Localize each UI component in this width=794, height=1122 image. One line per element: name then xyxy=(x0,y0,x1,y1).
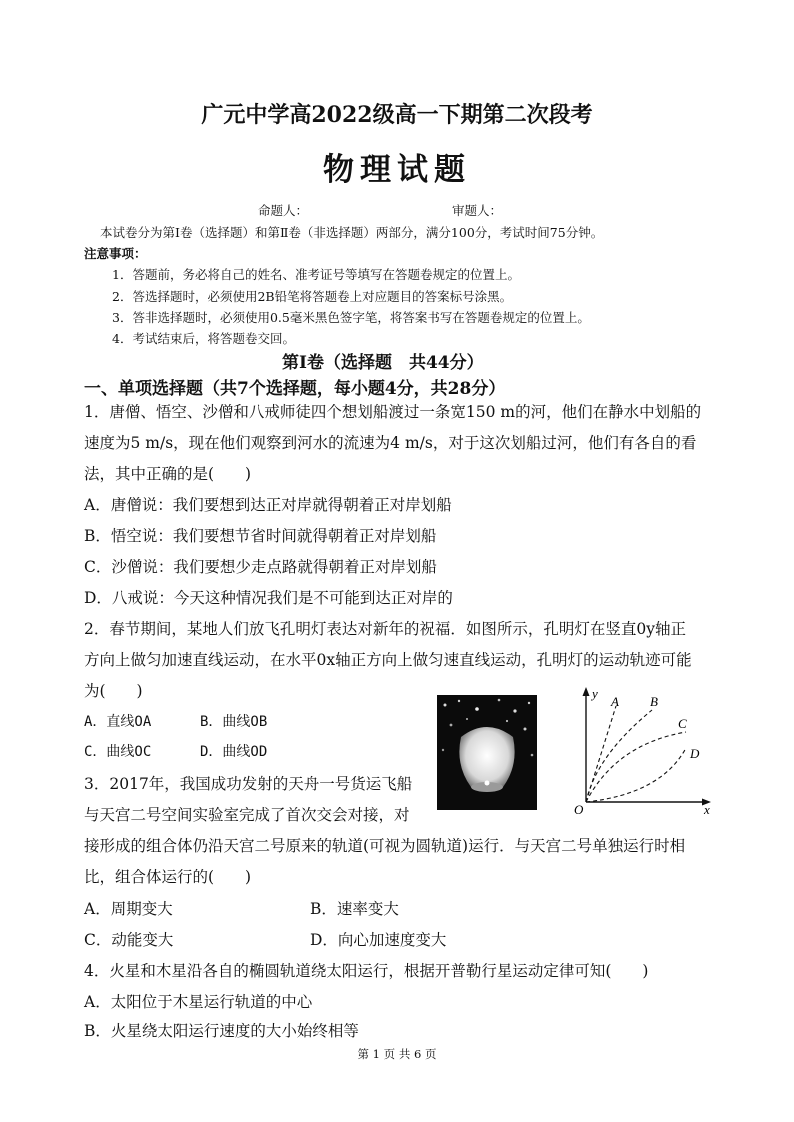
exam-school-title: 广元中学高2022级高一下期第二次段考 xyxy=(201,102,593,128)
setter-label: 命题人： xyxy=(258,203,309,218)
q3-option-a: A．周期变大 xyxy=(84,900,173,918)
origin-label: O xyxy=(574,802,584,814)
q3-stem-line: 与天宫二号空间实验室完成了首次交会对接，对 xyxy=(84,806,410,824)
exam-subject-title: 物理试题 xyxy=(323,152,471,188)
q3-stem-line: 3．2017年，我国成功发射的天舟一号货运飞船 xyxy=(84,775,413,793)
q2-option-c: C．曲线OC xyxy=(84,744,152,760)
q1-stem-line: 法，其中正确的是( ) xyxy=(84,465,252,483)
note-item: 3．答非选择题时，必须使用0.5毫米黑色签字笔，将答案书写在答题卷规定的位置上。 xyxy=(112,310,590,325)
curve-label-c: C xyxy=(678,716,687,731)
curve-label-b: B xyxy=(650,694,658,709)
q1-option-a: A．唐僧说：我们要想到达正对岸就得朝着正对岸划船 xyxy=(84,496,452,514)
q4-stem-line: 4．火星和木星沿各自的椭圆轨道绕太阳运行，根据开普勒行星运动定律可知( ) xyxy=(84,962,649,980)
q3-option-c: C．动能变大 xyxy=(84,931,174,949)
note-item: 4．考试结束后，将答题卷交回。 xyxy=(112,331,295,346)
curve-label-d: D xyxy=(690,746,700,761)
q3-option-b: B．速率变大 xyxy=(310,900,399,918)
q2-stem-line: 2．春节期间，某地人们放飞孔明灯表达对新年的祝福．如图所示，孔明灯在竖直0y轴正 xyxy=(84,620,686,638)
part1-title: 第Ⅰ卷（选择题 共44分） xyxy=(282,353,484,373)
q2-stem-line: 为( ) xyxy=(84,682,143,700)
sky-lantern-photo xyxy=(437,695,537,810)
q2-option-a: A．直线OA xyxy=(84,714,152,730)
q2-option-d: D．曲线OD xyxy=(200,744,268,760)
page-footer: 第 1 页 共 6 页 xyxy=(357,1047,437,1061)
q4-option-b: B．火星绕太阳运行速度的大小始终相等 xyxy=(84,1022,359,1040)
reviewer-label: 审题人： xyxy=(452,203,503,218)
q1-option-c: C．沙僧说：我们要想少走点路就得朝着正对岸划船 xyxy=(84,558,437,576)
y-axis-arrow-icon xyxy=(583,687,590,696)
lantern-icon xyxy=(437,695,537,810)
q1-option-d: D．八戒说：今天这种情况我们是不可能到达正对岸的 xyxy=(84,589,453,607)
note-item: 1．答题前，务必将自己的姓名、准考证号等填写在答题卷规定的位置上。 xyxy=(112,267,520,282)
trajectory-graph xyxy=(566,684,716,814)
curve-d xyxy=(586,748,686,802)
q2-stem-line: 方向上做匀加速直线运动，在水平0x轴正方向上做匀速直线运动，孔明灯的运动轨迹可能 xyxy=(84,651,692,669)
q4-option-a: A．太阳位于木星运行轨道的中心 xyxy=(84,993,313,1011)
q2-option-b: B．曲线OB xyxy=(200,714,268,730)
curve-c xyxy=(586,732,686,802)
exam-intro: 本试卷分为第Ⅰ卷（选择题）和第Ⅱ卷（非选择题）两部分，满分100分，考试时间75分钟。 xyxy=(100,225,604,240)
section1-title: 一、单项选择题（共7个选择题，每小题4分，共28分） xyxy=(84,379,506,399)
y-axis-label: y xyxy=(592,686,598,701)
q1-stem-line: 1．唐僧、悟空、沙僧和八戒师徒四个想划船渡过一条宽150 m的河，他们在静水中划船的 xyxy=(84,403,702,421)
q3-option-d: D．向心加速度变大 xyxy=(310,931,447,949)
q1-option-b: B．悟空说：我们要想节省时间就得朝着正对岸划船 xyxy=(84,527,437,545)
note-item: 2．答选择题时，必须使用2B铅笔将答题卷上对应题目的答案标号涂黑。 xyxy=(112,289,513,304)
notes-heading: 注意事项： xyxy=(84,246,147,261)
q3-stem-line: 比，组合体运行的( ) xyxy=(84,868,252,886)
q3-stem-line: 接形成的组合体仍沿天宫二号原来的轨道(可视为圆轨道)运行．与天宫二号单独运行时相 xyxy=(84,837,686,855)
q1-stem-line: 速度为5 m/s，现在他们观察到河水的流速为4 m/s，对于这次划船过河，他们有各自的看 xyxy=(84,434,697,452)
x-axis-label: x xyxy=(704,802,710,814)
curve-label-a: A xyxy=(611,694,619,709)
